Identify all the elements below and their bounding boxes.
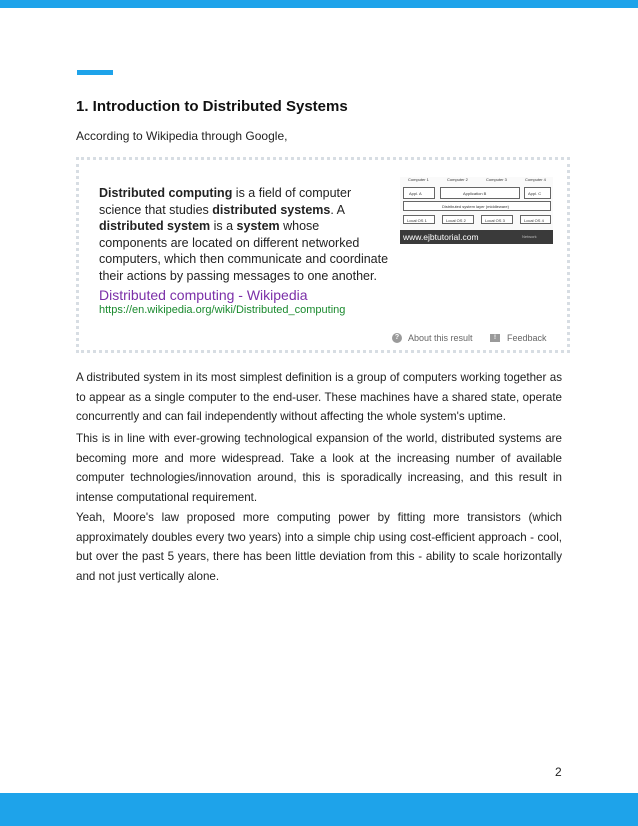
diagram-app-box: Application B bbox=[440, 187, 520, 199]
diagram-computer-label: Computer 1 bbox=[408, 177, 429, 182]
bottom-accent-bar bbox=[0, 793, 638, 826]
wikipedia-url[interactable]: https://en.wikipedia.org/wiki/Distributed_computing bbox=[99, 304, 346, 316]
about-this-result-link[interactable] bbox=[392, 333, 473, 343]
snippet-definition: Distributed computing is a field of computer science that studies distributed systems. A distributed system is a system whose components are located on different networked computers, which then communicate and coordinate their actions by passing messages to one another. bbox=[99, 186, 389, 283]
diagram-os-box: Local OS 1 bbox=[403, 215, 435, 224]
feedback-label: Feedback bbox=[507, 333, 547, 343]
question-icon: ? bbox=[392, 333, 402, 343]
diagram-os-box: Local OS 2 bbox=[442, 215, 474, 224]
diagram-middleware-box: Distributed system layer (middleware) bbox=[403, 201, 551, 211]
intro-text: According to Wikipedia through Google, bbox=[76, 129, 288, 143]
about-label: About this result bbox=[408, 333, 473, 343]
feedback-link[interactable] bbox=[490, 333, 547, 343]
diagram-computer-label: Computer 4 bbox=[525, 177, 546, 182]
diagram-os-box: Local OS 3 bbox=[481, 215, 513, 224]
body-paragraph: Yeah, Moore's law proposed more computing power by fitting more transistors (which approximately doubles every two years) into a simple chip using cost-efficient approach - cool, but over the past 5 years, there has been little deviation from this - ability to scale horizontally and not just vertically alone. bbox=[76, 511, 562, 583]
top-accent-bar bbox=[0, 0, 638, 8]
definition-term: Distributed computing bbox=[99, 186, 233, 200]
search-snippet-card bbox=[76, 157, 570, 353]
wikipedia-link[interactable]: Distributed computing - Wikipedia bbox=[99, 287, 308, 303]
diagram-os-box: Local OS 4 bbox=[520, 215, 551, 224]
diagram-computer-label: Computer 3 bbox=[486, 177, 507, 182]
feedback-icon: ! bbox=[490, 334, 500, 342]
diagram-computer-label: Computer 2 bbox=[447, 177, 468, 182]
section-heading: 1. Introduction to Distributed Systems bbox=[76, 98, 348, 115]
section-accent-line bbox=[77, 70, 113, 75]
body-paragraph: A distributed system in its most simplest definition is a group of computers working together as to appear as a single computer to the end-user. These machines have a shared state, operate concurrently and can fail independently without affecting the whole system's uptime. bbox=[76, 371, 562, 423]
diagram-app-box: Appl. C bbox=[524, 187, 551, 199]
body-paragraph: This is in line with ever-growing technological expansion of the world, distributed systems are becoming more and more widespread. Take a look at the increasing number of available computer technologies/innovation around, this is sporadically increasing, and this result in intense computational requirement. bbox=[76, 432, 562, 504]
image-caption: www.ejbtutorial.com bbox=[400, 230, 553, 244]
diagram-app-box: Appl. A bbox=[403, 187, 435, 199]
diagram-network-label: Network bbox=[522, 234, 537, 239]
page-number: 2 bbox=[555, 765, 562, 779]
